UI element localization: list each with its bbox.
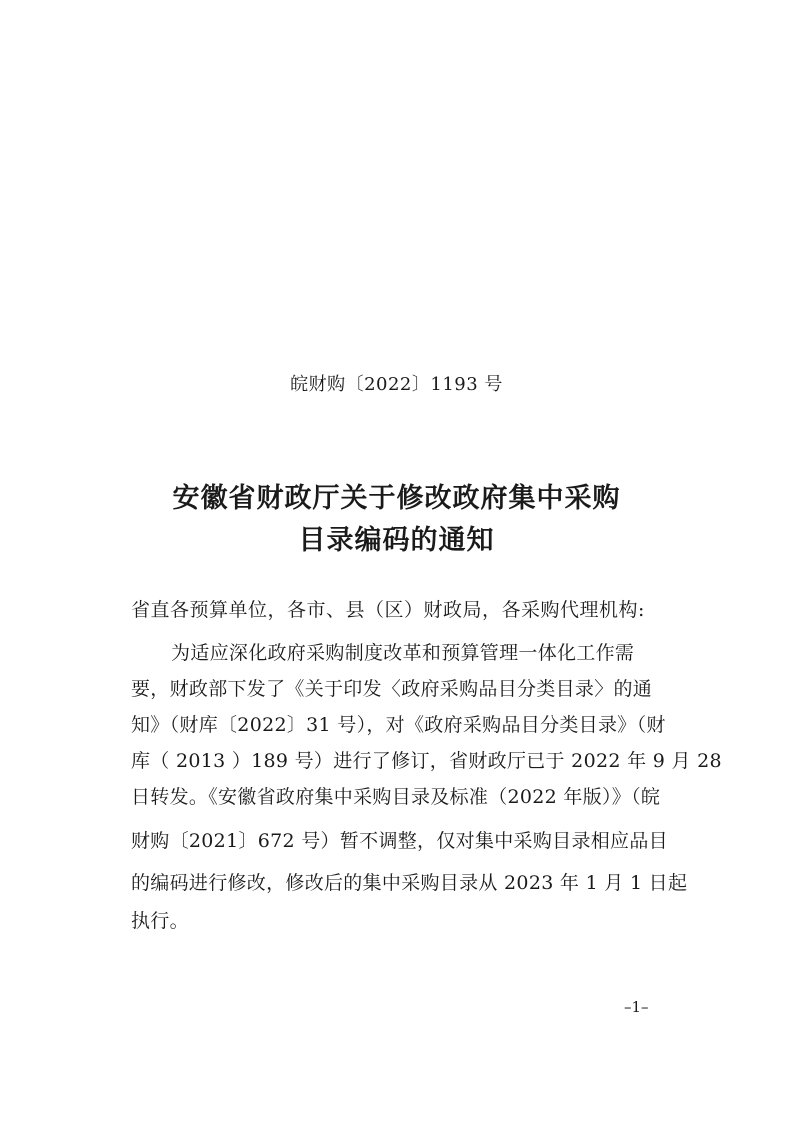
body-line: 日转发。《安徽省政府集中采购目录及标准（2022 年版）》（皖 (131, 786, 661, 808)
body-line: 要，财政部下发了《关于印发〈政府采购品目分类目录〉的通 (131, 678, 653, 700)
document-number: 皖财购〔2022〕1193 号 (290, 374, 503, 395)
body-line: 财购〔2021〕672 号）暂不调整，仅对集中采购目录相应品目 (131, 830, 668, 852)
page-number: –1– (624, 998, 649, 1016)
document-title-line-1: 安徽省财政厅关于修改政府集中采购 (172, 483, 621, 514)
body-line: 的编码进行修改，修改后的集中采购目录从 2023 年 1 月 1 日起 (131, 872, 688, 894)
body-line: 执行。 (131, 910, 189, 932)
document-title-line-2: 目录编码的通知 (298, 525, 495, 556)
addressee-line: 省直各预算单位，各市、县（区）财政局，各采购代理机构: (131, 599, 645, 621)
body-line: 库（ 2013 ）189 号）进行了修订，省财政厅已于 2022 年 9 月 28 (131, 750, 722, 772)
body-line: 为适应深化政府采购制度改革和预算管理一体化工作需 (171, 642, 635, 664)
body-line: 知》（财库〔2022〕31 号），对《政府采购品目分类目录》（财 (131, 714, 666, 736)
